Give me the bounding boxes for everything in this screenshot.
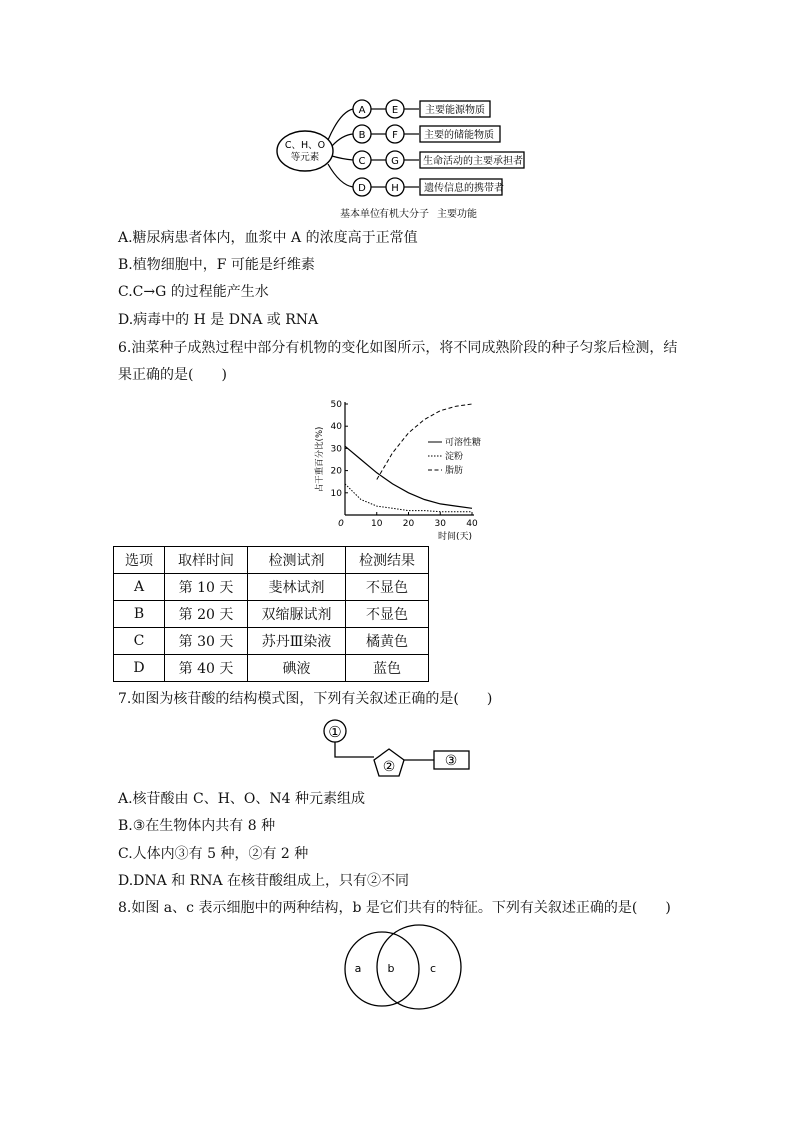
unit-label-a: A bbox=[358, 105, 366, 116]
table-cell: 蓝色 bbox=[346, 655, 429, 682]
table-cell: 第 10 天 bbox=[165, 574, 248, 601]
function-label-2: 主要的储能物质 bbox=[424, 130, 494, 141]
table-cell: 橘黄色 bbox=[346, 628, 429, 655]
macro-label-e: E bbox=[391, 105, 399, 116]
table-header-cell: 检测试剂 bbox=[248, 547, 346, 574]
table-cell: 碘液 bbox=[248, 655, 346, 682]
q5-option-d: D.病毒中的 H 是 DNA 或 RNA bbox=[118, 312, 319, 328]
y-tick-label: 10 bbox=[330, 488, 342, 499]
table-header-row bbox=[114, 547, 429, 574]
table-header-cell: 取样时间 bbox=[165, 547, 248, 574]
unit-label-b: B bbox=[358, 130, 366, 141]
q7-option-a: A.核苷酸由 C、H、O、N4 种元素组成 bbox=[118, 791, 366, 807]
organic-matter-chart bbox=[310, 395, 490, 543]
table-cell: D bbox=[114, 655, 165, 682]
legend-label-2: 淀粉 bbox=[445, 452, 464, 462]
q5-option-b: B.植物细胞中，F 可能是纤维素 bbox=[118, 257, 315, 273]
macro-label-f: F bbox=[392, 130, 398, 141]
footer-macro-label: 有机大分子 bbox=[379, 209, 429, 220]
x-tick-label: 0 bbox=[338, 519, 344, 529]
series-line-2 bbox=[345, 484, 472, 512]
table-row bbox=[114, 574, 429, 601]
table-cell: 斐林试剂 bbox=[248, 574, 346, 601]
table-row bbox=[114, 655, 429, 682]
table-cell: 不显色 bbox=[346, 574, 429, 601]
y-axis-label: 占干重百分比(%) bbox=[315, 426, 325, 493]
options-table bbox=[113, 546, 429, 682]
center-node bbox=[277, 131, 333, 171]
legend-label-1: 可溶性糖 bbox=[445, 438, 482, 448]
x-tick-label: 30 bbox=[434, 519, 446, 529]
table-cell: C bbox=[114, 628, 165, 655]
unit-label-c: C bbox=[358, 156, 366, 167]
y-tick-label: 20 bbox=[330, 466, 342, 477]
macro-label-h: H bbox=[391, 183, 399, 194]
legend-label-3: 脂肪 bbox=[445, 466, 464, 476]
table-row bbox=[114, 601, 429, 628]
center-label-line2: 等元素 bbox=[290, 152, 320, 163]
phosphate-label: ① bbox=[328, 723, 342, 741]
y-tick-label: 30 bbox=[330, 444, 342, 455]
table-cell: A bbox=[114, 574, 165, 601]
concept-map-diagram bbox=[270, 90, 540, 225]
base-label: ③ bbox=[444, 753, 458, 769]
venn-label-a: a bbox=[354, 962, 362, 975]
y-tick-label: 50 bbox=[330, 400, 342, 410]
q6-stem-line1: 6.油菜种子成熟过程中部分有机物的变化如图所示，将不同成熟阶段的种子匀浆后检测，结 bbox=[118, 340, 678, 356]
sugar-label: ② bbox=[382, 759, 396, 775]
table-cell: 第 20 天 bbox=[165, 601, 248, 628]
x-tick-label: 40 bbox=[466, 519, 478, 529]
macro-label-g: G bbox=[391, 156, 399, 167]
q8-stem: 8.如图 a、c 表示细胞中的两种结构，b 是它们共有的特征。下列有关叙述正确的是( ) bbox=[118, 900, 671, 916]
nucleotide-diagram bbox=[318, 714, 478, 780]
x-tick-label: 10 bbox=[371, 519, 383, 529]
venn-diagram bbox=[340, 922, 470, 1012]
q7-stem: 7.如图为核苷酸的结构模式图，下列有关叙述正确的是( ) bbox=[118, 691, 493, 707]
unit-label-d: D bbox=[358, 183, 366, 194]
table-cell: 第 30 天 bbox=[165, 628, 248, 655]
function-label-1: 主要能源物质 bbox=[425, 105, 485, 116]
q7-option-c: C.人体内③有 5 种，②有 2 种 bbox=[118, 846, 309, 862]
table-cell: 不显色 bbox=[346, 601, 429, 628]
function-label-3: 生命活动的主要承担者 bbox=[423, 156, 523, 167]
q5-option-a: A.糖尿病患者体内，血浆中 A 的浓度高于正常值 bbox=[118, 230, 418, 246]
q7-option-b: B.③在生物体内共有 8 种 bbox=[118, 818, 276, 834]
table-cell: 苏丹Ⅲ染液 bbox=[248, 628, 346, 655]
table-cell: 第 40 天 bbox=[165, 655, 248, 682]
table-cell: B bbox=[114, 601, 165, 628]
footer-function-label: 主要功能 bbox=[437, 209, 477, 220]
table-cell: 双缩脲试剂 bbox=[248, 601, 346, 628]
q5-option-c: C.C→G 的过程能产生水 bbox=[118, 284, 269, 300]
function-label-4: 遗传信息的携带者 bbox=[424, 183, 504, 194]
table-row bbox=[114, 628, 429, 655]
x-tick-label: 20 bbox=[402, 519, 415, 529]
q6-stem-line2: 果正确的是( ) bbox=[118, 367, 227, 383]
center-label-line1: C、H、O bbox=[284, 140, 326, 151]
table-header-cell: 检测结果 bbox=[346, 547, 429, 574]
footer-unit-label: 基本单位 bbox=[340, 209, 380, 220]
venn-label-c: c bbox=[429, 962, 437, 975]
venn-label-b: b bbox=[387, 962, 395, 975]
table-header-cell: 选项 bbox=[114, 547, 165, 574]
x-axis-label: 时间(天) bbox=[437, 532, 472, 542]
q7-option-d: D.DNA 和 RNA 在核苷酸组成上，只有②不同 bbox=[118, 873, 410, 889]
y-tick-label: 40 bbox=[330, 422, 342, 433]
